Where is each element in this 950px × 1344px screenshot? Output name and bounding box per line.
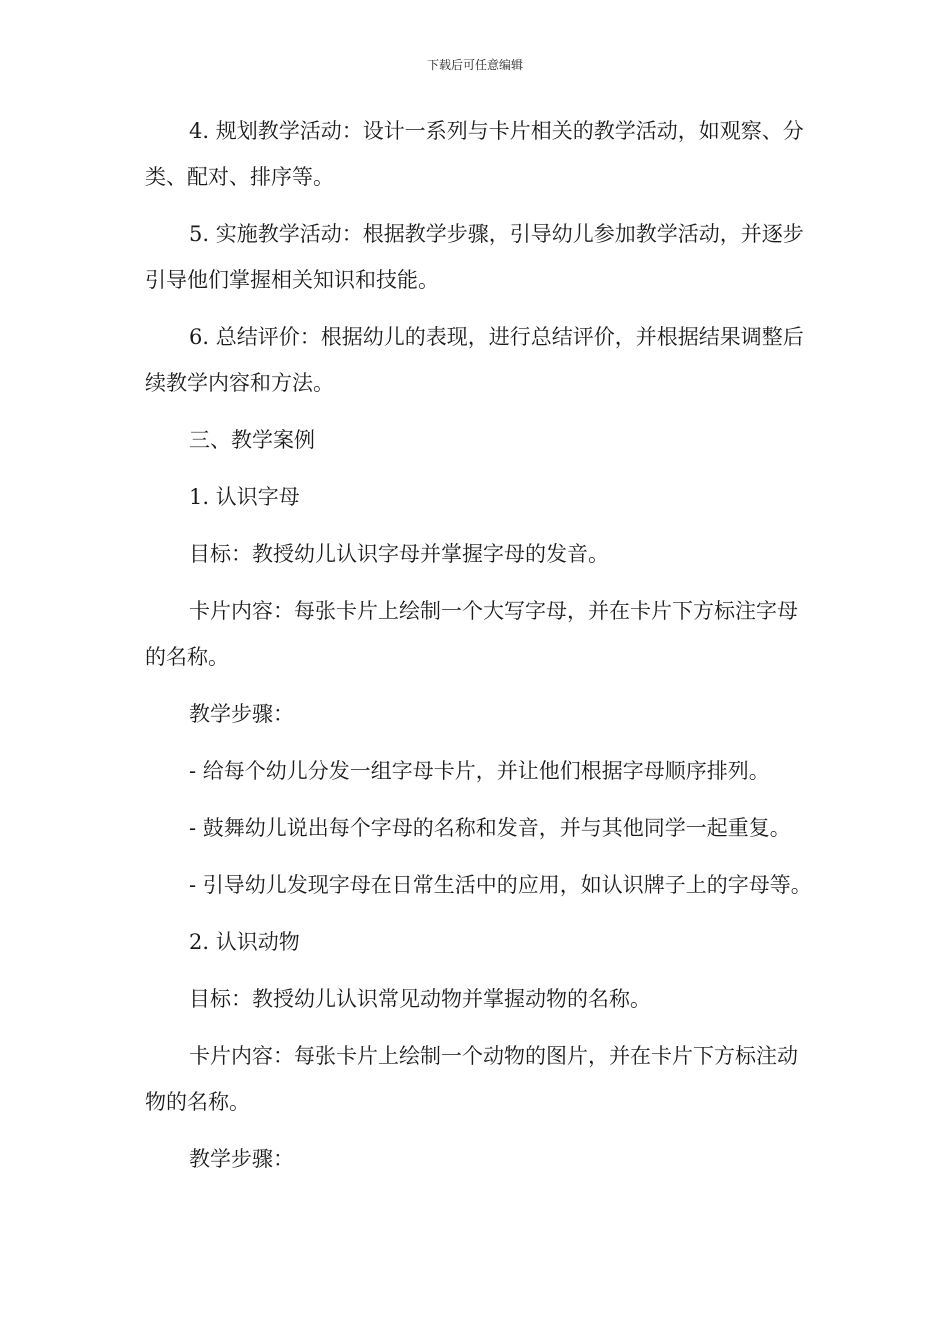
case-step-letters-3: - 引导幼儿发现字母在日常生活中的应用，如认识牌子上的字母等。 (189, 873, 812, 897)
paragraph-plan-activities: 4. 规划教学活动：设计一系列与卡片相关的教学活动，如观察、分类、配对、排序等。 (145, 119, 804, 189)
case-card-content-letters: 卡片内容：每张卡片上绘制一个大写字母，并在卡片下方标注字母的名称。 (145, 599, 798, 669)
case-steps-label-letters: 教学步骤： (189, 702, 294, 726)
document-body (145, 108, 815, 1193)
case-goal-animals: 目标：教授幼儿认识常见动物并掌握动物的名称。 (189, 987, 651, 1011)
paragraph-summary-evaluation: 6. 总结评价：根据幼儿的表现，进行总结评价，并根据结果调整后续教学内容和方法。 (145, 325, 804, 395)
case-card-content-animals: 卡片内容：每张卡片上绘制一个动物的图片，并在卡片下方标注动物的名称。 (145, 1044, 798, 1114)
case-steps-label-animals: 教学步骤： (189, 1147, 294, 1171)
case-title-animals: 2. 认识动物 (189, 930, 300, 954)
case-step-letters-2: - 鼓舞幼儿说出每个字母的名称和发音，并与其他同学一起重复。 (189, 816, 791, 840)
case-title-letters: 1. 认识字母 (189, 485, 300, 509)
page-header: 下载后可任意编辑 (426, 58, 523, 72)
paragraph-implement-activities: 5. 实施教学活动：根据教学步骤，引导幼儿参加教学活动，并逐步引导他们掌握相关知识和技能。 (145, 222, 804, 292)
section-heading-cases: 三、教学案例 (189, 428, 315, 452)
case-goal-letters: 目标：教授幼儿认识字母并掌握字母的发音。 (189, 542, 609, 566)
case-step-letters-1: - 给每个幼儿分发一组字母卡片，并让他们根据字母顺序排列。 (189, 759, 770, 783)
